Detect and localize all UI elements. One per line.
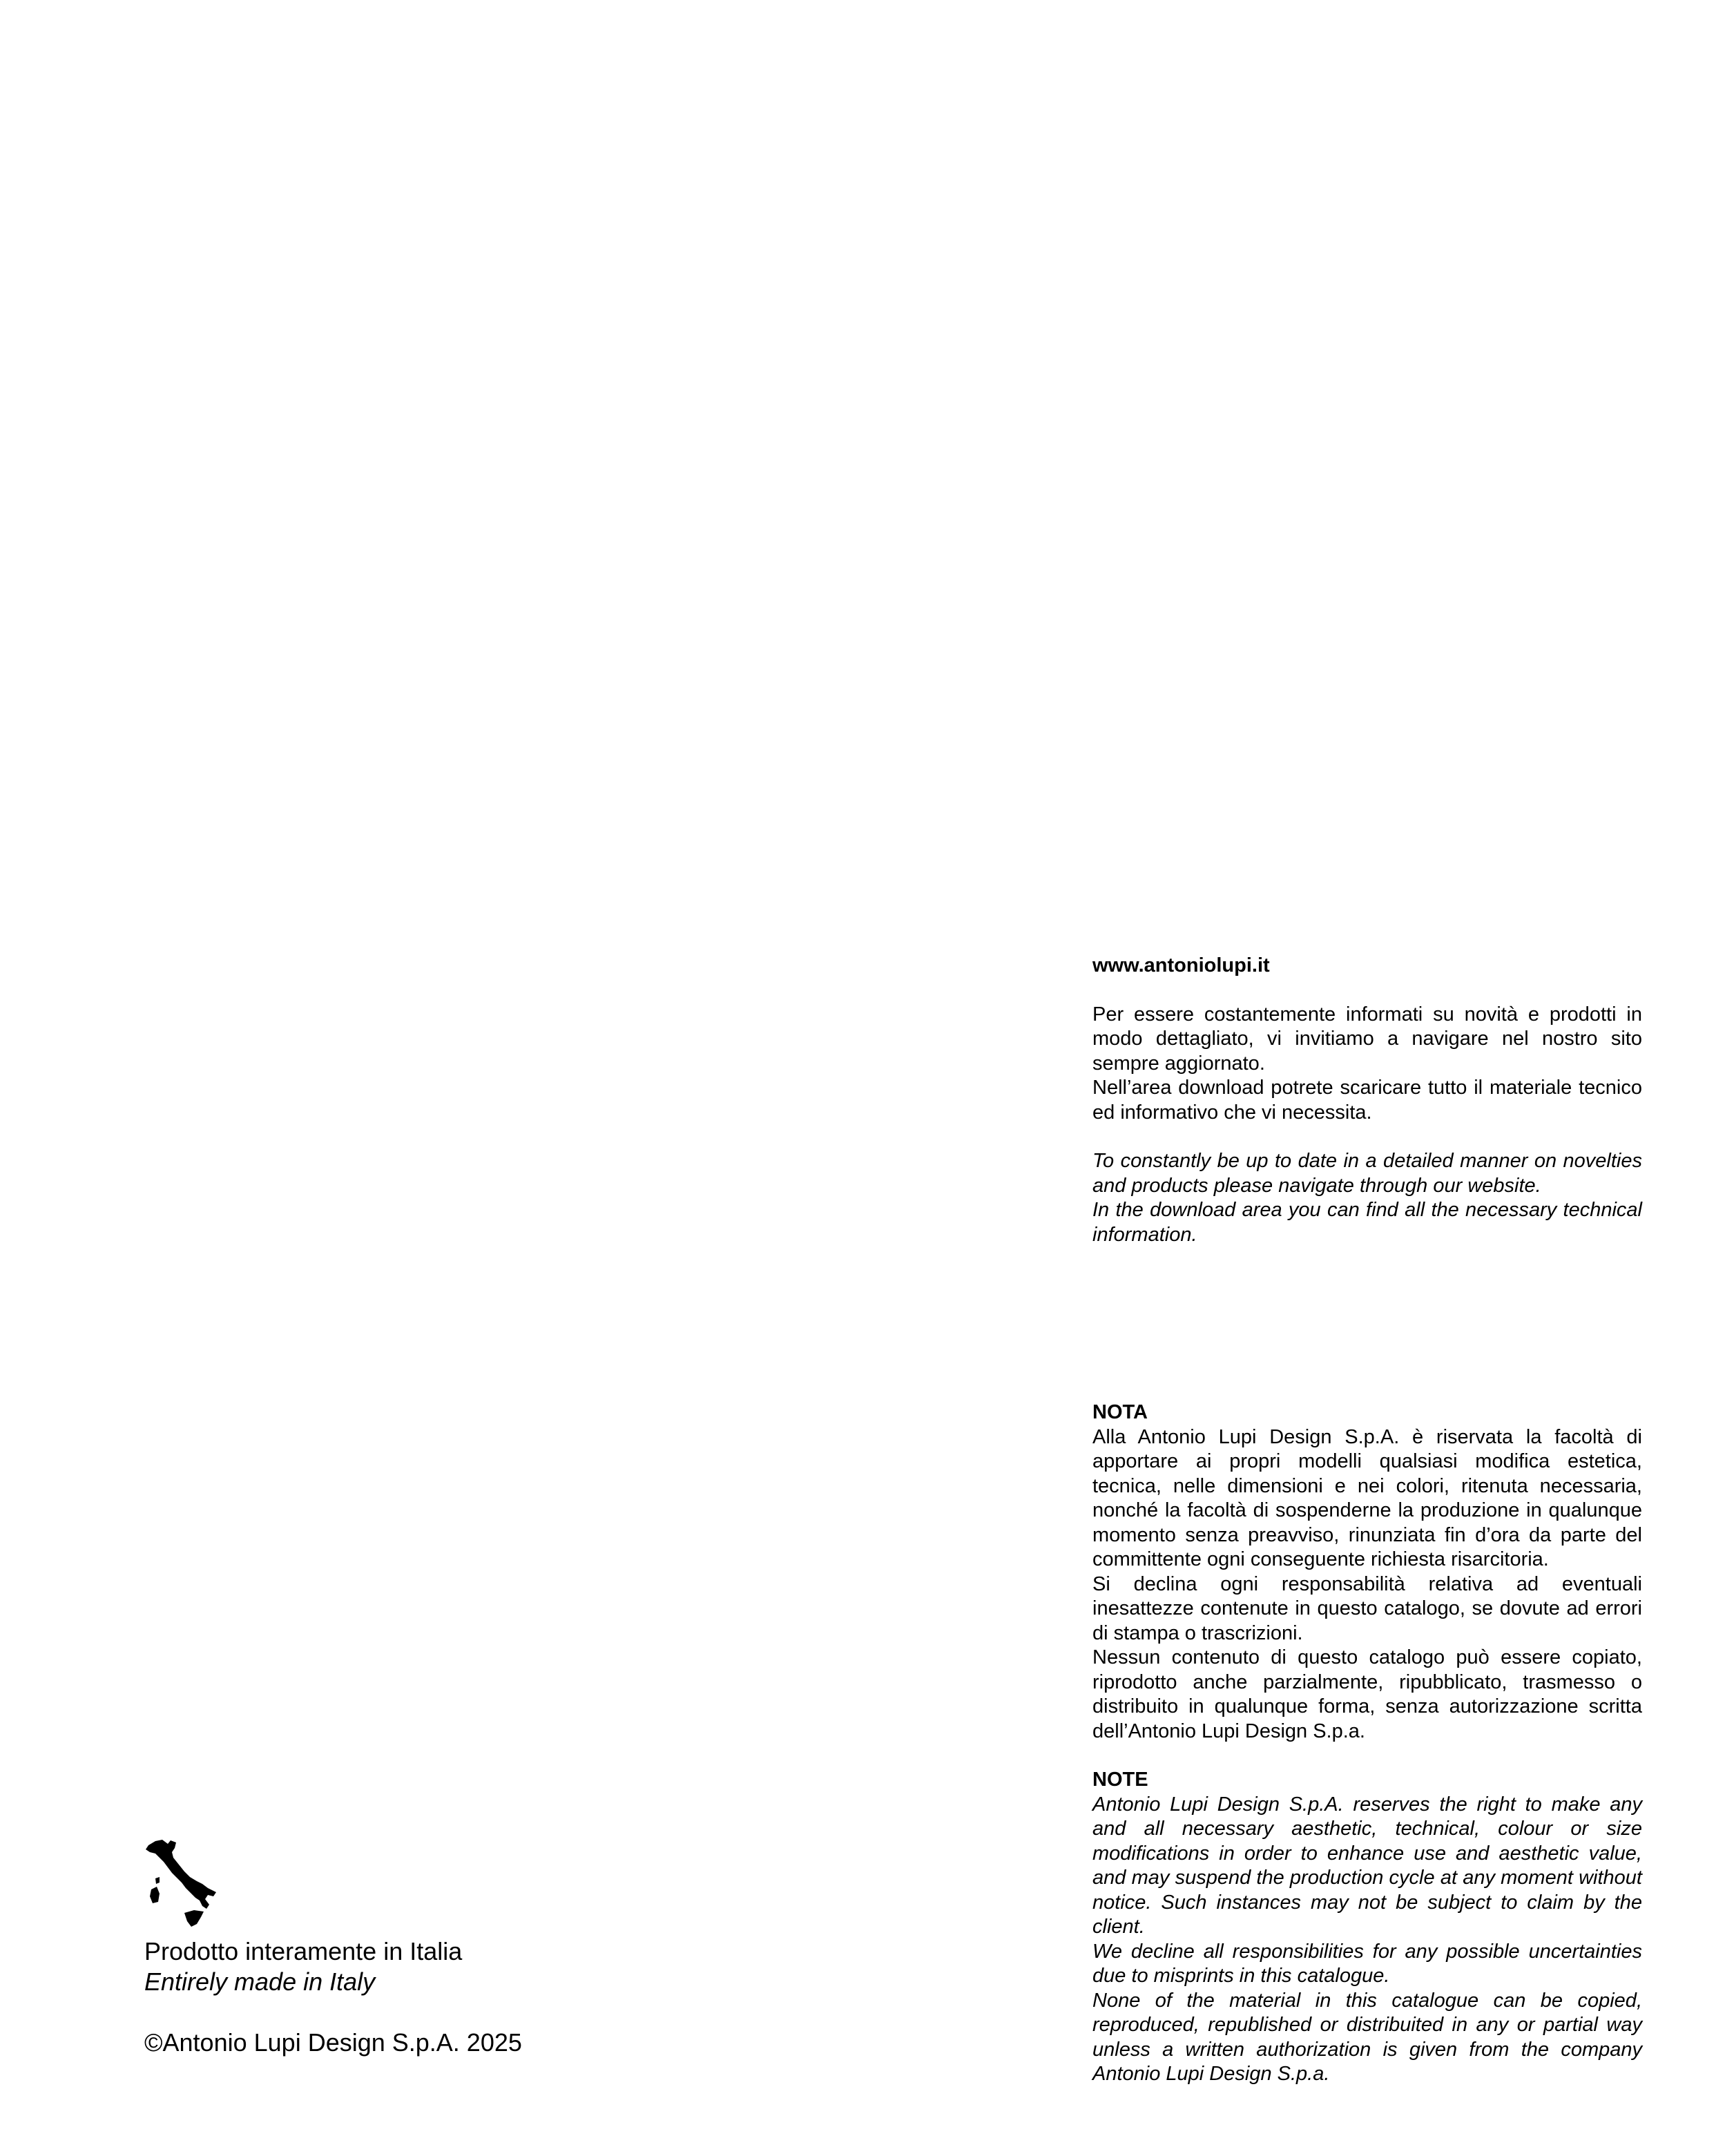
legal-notes-block (1092, 1401, 1642, 2087)
note-heading: NOTE (1092, 1769, 1148, 1791)
copyright-notice: ©Antonio Lupi Design S.p.A. 2025 (144, 2028, 522, 2057)
note-paragraph: None of the material in this catalogue can be copied, reproduced, republished or distribuited in any or partial way unless a written authorization is given from the company Antonio Lupi Design S.p.a. (1092, 1989, 1642, 2085)
italy-map-icon (144, 1838, 220, 1929)
made-in-italy-block (144, 1838, 522, 2058)
website-paragraph-en: To constantly be up to date in a detailed manner on novelties and products please navigate through our website. (1092, 1150, 1642, 1197)
made-in-italy-en: Entirely made in Italy (144, 1967, 376, 1996)
made-in-italy-it: Prodotto interamente in Italia (144, 1937, 463, 1965)
website-paragraph-it: Per essere costantemente informati su novità e prodotti in modo dettagliato, vi invitiamo a navigare nel nostro sito sempre aggiornato. (1092, 1003, 1642, 1075)
website-url[interactable]: www.antoniolupi.it (1092, 954, 1270, 976)
website-info-block (1092, 954, 1642, 1247)
note-paragraph: Antonio Lupi Design S.p.A. reserves the right to make any and all necessary aesthetic, technical, colour or size modifications in order to enhance use and aesthetic value, and may suspend the production cycle at any moment without notice. Such instances may not be subject to claim by the client. (1092, 1793, 1642, 1938)
nota-heading: NOTA (1092, 1401, 1148, 1423)
website-paragraph-it: Nell’area download potrete scaricare tutto il materiale tecnico ed informativo che vi necessita. (1092, 1077, 1642, 1124)
nota-paragraph: Nessun contenuto di questo catalogo può essere copiato, riprodotto anche parzialmente, ripubblicato, trasmesso o distribuito in qualunque forma, senza autorizzazione scritta dell’Antonio Lupi Design S.p.a. (1092, 1646, 1642, 1742)
nota-paragraph: Si declina ogni responsabilità relativa ad eventuali inesattezze contenute in questo catalogo, se dovute ad errori di stampa o trascrizioni. (1092, 1572, 1642, 1644)
note-paragraph: We decline all responsibilities for any possible uncertainties due to misprints in this catalogue. (1092, 1940, 1642, 1987)
nota-paragraph: Alla Antonio Lupi Design S.p.A. è riservata la facoltà di apportare ai propri modelli qualsiasi modifica estetica, tecnica, nelle dimensioni e nei colori, ritenuta necessaria, nonché la facoltà di sospenderne la produzione in qualunque momento senza preavviso, rinunziata fin d’ora da parte del committente ogni conseguente richiesta risarcitoria. (1092, 1425, 1642, 1570)
website-paragraph-en: In the download area you can find all the necessary technical information. (1092, 1199, 1642, 1246)
